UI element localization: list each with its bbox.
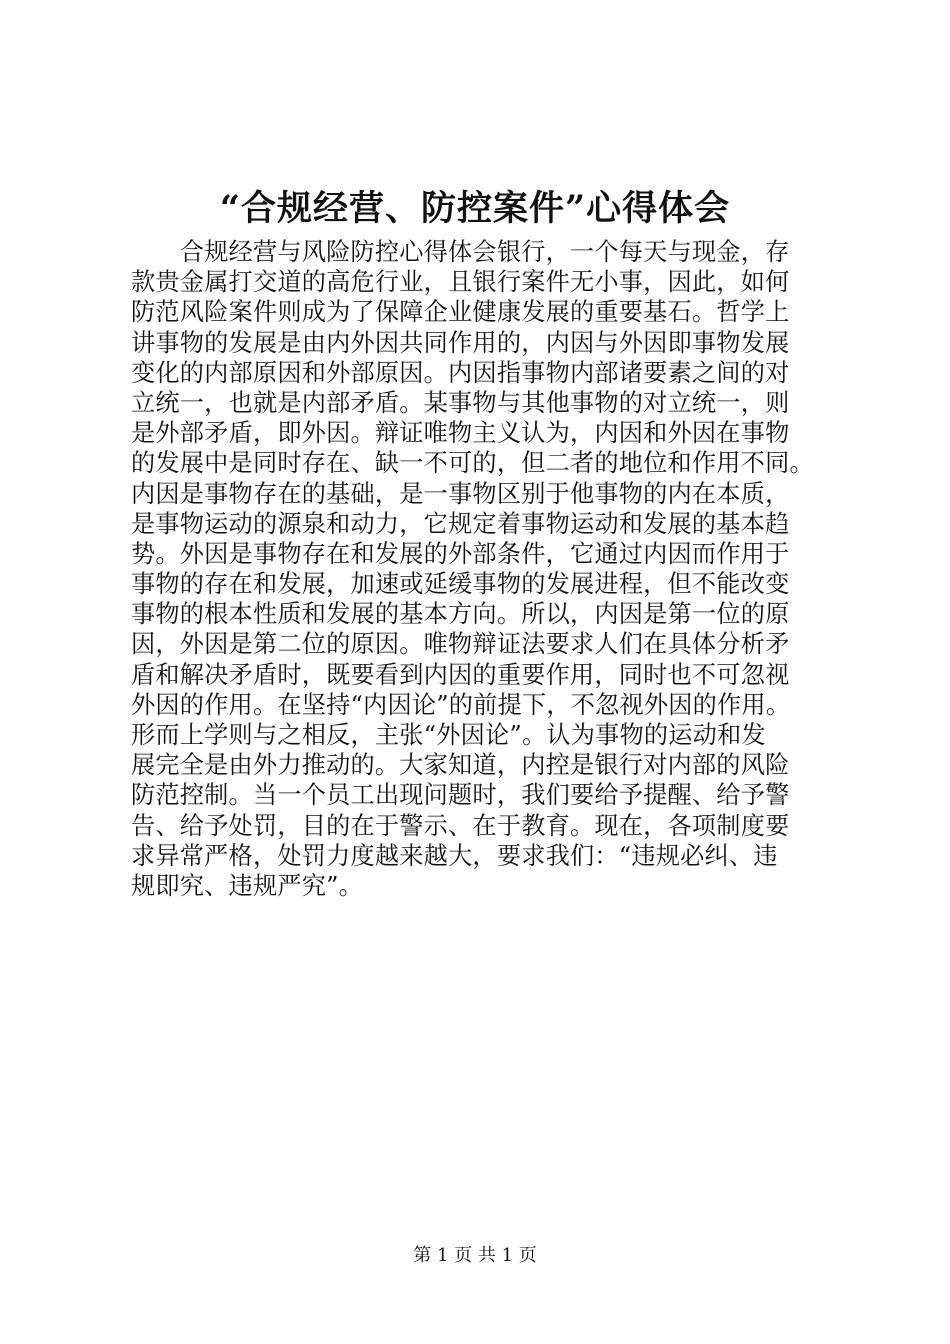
body-line: 盾和解决矛盾时，既要看到内因的重要作用，同时也不可忽视 [131, 660, 790, 689]
body-line: 求异常严格，处罚力度越来越大，要求我们：“违规必纠、违 [131, 841, 778, 870]
body-line: 规即究、违规严究”。 [131, 871, 364, 900]
body-line: 合规经营与风险防控心得体会银行，一个每天与现金，存 [131, 238, 790, 266]
body-line: 防范控制。当一个员工出现问题时，我们要给予提醒、给予警 [131, 781, 790, 810]
body-line: 变化的内部原因和外部原因。内因指事物内部诸要素之间的对 [131, 358, 790, 387]
body-line: 告、给予处罚，目的在于警示、在于教育。现在，各项制度要 [131, 811, 790, 840]
body-line: 展完全是由外力推动的。大家知道，内控是银行对内部的风险 [131, 751, 790, 780]
body-line: 因，外因是第二位的原因。唯物辩证法要求人们在具体分析矛 [131, 630, 790, 659]
body-line: 势。外因是事物存在和发展的外部条件，它通过内因而作用于 [131, 539, 790, 568]
body-line: 外因的作用。在坚持“内因论”的前提下，不忽视外因的作用。 [131, 690, 791, 719]
body-line: 防范风险案件则成为了保障企业健康发展的重要基石。哲学上 [131, 298, 790, 327]
body-line: 是外部矛盾，即外因。辩证唯物主义认为，内因和外因在事物 [131, 419, 790, 448]
body-line: 事物的存在和发展，加速或延缓事物的发展进程，但不能改变 [131, 570, 790, 599]
body-line: 内因是事物存在的基础，是一事物区别于他事物的内在本质， [131, 479, 790, 508]
document-title: “合规经营、防控案件”心得体会 [219, 188, 731, 229]
body-line: 立统一，也就是内部矛盾。某事物与其他事物的对立统一，则 [131, 388, 790, 417]
document-body [131, 237, 851, 901]
body-line: 是事物运动的源泉和动力，它规定着事物运动和发展的基本趋 [131, 509, 790, 538]
page-number-footer: 第 1 页 共 1 页 [413, 1245, 537, 1266]
body-line: 形而上学则与之相反，主张“外因论”。认为事物的运动和发 [131, 721, 766, 749]
body-line: 事物的根本性质和发展的基本方向。所以，内因是第一位的原 [131, 600, 790, 629]
body-line: 款贵金属打交道的高危行业，且银行案件无小事，因此，如何 [131, 268, 790, 297]
body-line: 讲事物的发展是由内外因共同作用的，内因与外因即事物发展 [131, 328, 790, 357]
body-line: 的发展中是同时存在、缺一不可的，但二者的地位和作用不同。 [131, 449, 814, 478]
